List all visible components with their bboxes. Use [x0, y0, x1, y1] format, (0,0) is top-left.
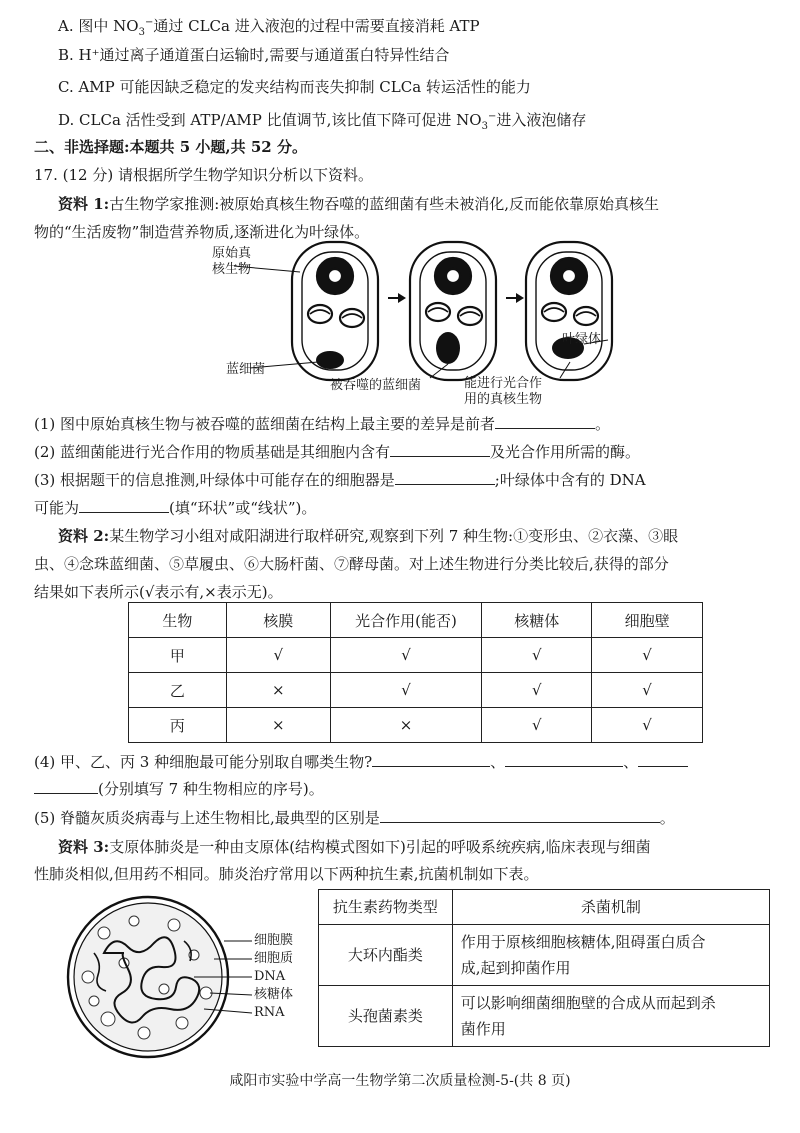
table-cell: 作用于原核细胞核糖体,阻碍蛋白质合 成,起到抑菌作用: [452, 925, 769, 986]
table-header-cell: 细胞壁: [592, 603, 703, 638]
q4-answer-blank-3b[interactable]: [34, 777, 98, 794]
table-header-cell: 核糖体: [482, 603, 592, 638]
table-cell: 头孢菌素类: [319, 986, 453, 1047]
q5-answer-blank[interactable]: [380, 806, 660, 823]
material2-line2: 虫、④念珠蓝细菌、⑤草履虫、⑥大肠杆菌、⑦酵母菌。对上述生物进行分类比较后,获得的部分: [34, 555, 669, 573]
table-row: [129, 708, 703, 743]
table-header-row: [129, 603, 703, 638]
label-cytoplasm: 细胞质: [254, 951, 294, 966]
label-dna: DNA: [254, 969, 286, 984]
table-header-cell: 光合作用(能否): [330, 603, 482, 638]
table-header-cell: 杀菌机制: [452, 890, 769, 925]
classification-table: [128, 602, 703, 743]
table-cell: ×: [226, 708, 330, 743]
table-cell: √: [226, 638, 330, 673]
table-cell: √: [482, 638, 592, 673]
material3-line2: 性肺炎相似,但用药不相同。肺炎治疗常用以下两种抗生素,抗菌机制如下表。: [34, 865, 539, 883]
q4-answer-blank-1[interactable]: [372, 750, 490, 767]
table-cell: √: [482, 708, 592, 743]
antibiotic-table: [318, 889, 770, 1047]
table-cell: √: [330, 638, 482, 673]
material1-line2: 物的“生活废物”制造营养物质,逐渐进化为叶绿体。: [34, 223, 370, 241]
label-photo-2: 用的真核生物: [464, 392, 543, 407]
table-header-cell: 抗生素药物类型: [319, 890, 453, 925]
option-b: B. H⁺通过离子通道蛋白运输时,需要与通道蛋白特异性结合: [58, 46, 450, 64]
table-cell: ×: [226, 673, 330, 708]
label-eukaryote-2: 核生物: [212, 262, 252, 277]
label-cell-membrane: 细胞膜: [254, 933, 294, 948]
table-cell: 丙: [129, 708, 227, 743]
option-a: A. 图中 $NO_3^-$通过 CLCa 进入液泡的过程中需要直接消耗 ATP: [58, 17, 480, 38]
table-row: [129, 638, 703, 673]
table-header-cell: 生物: [129, 603, 227, 638]
table-cell: 大环内酯类: [319, 925, 453, 986]
label-eukaryote-1: 原始真: [212, 246, 252, 261]
material2-line1: 资料 2:某生物学习小组对咸阳湖进行取样研究,观察到下列 7 种生物:①变形虫、②衣藻、③眼: [58, 527, 679, 545]
table-cell: ×: [330, 708, 482, 743]
table-header-cell: 核膜: [226, 603, 330, 638]
q1: (1) 图中原始真核生物与被吞噬的蓝细菌在结构上最主要的差异是前者 。: [34, 412, 610, 435]
q17-header: 17. (12 分) 请根据所学生物学知识分析以下资料。: [34, 166, 373, 184]
table-cell: 可以影响细菌细胞壁的合成从而起到杀 菌作用: [452, 986, 769, 1047]
label-engulfed: 被吞噬的蓝细菌: [330, 378, 422, 393]
q3: (3) 根据题干的信息推测,叶绿体中可能存在的细胞器是 ;叶绿体中含有的 DNA: [34, 468, 646, 491]
q5: (5) 脊髓灰质炎病毒与上述生物相比,最典型的区别是 。: [34, 806, 675, 829]
section-title: 二、非选择题:本题共 5 小题,共 52 分。: [34, 138, 307, 156]
label-photo-1: 能进行光合作: [464, 376, 543, 391]
q3-answer-blank-2[interactable]: [79, 496, 169, 513]
table-row: [319, 925, 770, 986]
cyanobacterium-shape: [316, 351, 344, 369]
material1-line1: 资料 1:古生物学家推测:被原始真核生物吞噬的蓝细菌有些未被消化,反而能依靠原始真核生: [58, 195, 660, 213]
q3-answer-blank-1[interactable]: [395, 468, 495, 485]
page-footer: 咸阳市实验中学高一生物学第二次质量检测-5-(共 8 页): [229, 1073, 571, 1089]
material3-line1: 资料 3:支原体肺炎是一种由支原体(结构模式图如下)引起的呼吸系统疾病,临床表现与细菌: [58, 838, 651, 856]
q2: (2) 蓝细菌能进行光合作用的物质基础是其细胞内含有 及光合作用所需的酶。: [34, 440, 640, 463]
q4-answer-blank-3a[interactable]: [638, 750, 688, 767]
table-cell: 甲: [129, 638, 227, 673]
q4: (4) 甲、乙、丙 3 种细胞最可能分别取自哪类生物? 、 、: [34, 750, 688, 773]
table-row: [319, 986, 770, 1047]
q4-answer-blank-2[interactable]: [505, 750, 623, 767]
q1-answer-blank[interactable]: [495, 412, 595, 429]
label-cyanobacteria: 蓝细菌: [226, 362, 266, 377]
q4-line2: (分别填写 7 种生物相应的序号)。: [34, 777, 324, 800]
cell-photosynthetic-eukaryote: [526, 242, 612, 380]
table-header-row: [319, 890, 770, 925]
label-rna: RNA: [254, 1005, 285, 1020]
label-chloroplast: 叶绿体: [562, 332, 602, 347]
table-cell: 乙: [129, 673, 227, 708]
material2-line3: 结果如下表所示(√表示有,×表示无)。: [34, 583, 283, 601]
table-cell: √: [592, 673, 703, 708]
table-cell: √: [482, 673, 592, 708]
q2-answer-blank[interactable]: [390, 440, 490, 457]
table-cell: √: [592, 708, 703, 743]
q3-line2: 可能为 (填“环状”或“线状”)。: [34, 496, 316, 519]
cell-engulfed: [410, 242, 496, 380]
table-cell: √: [330, 673, 482, 708]
option-d: D. CLCa 活性受到 ATP/AMP 比值调节,该比值下降可促进 $NO_3^-$进入液泡储存: [58, 111, 587, 132]
table-cell: √: [592, 638, 703, 673]
table-row: [129, 673, 703, 708]
option-c: C. AMP 可能因缺乏稳定的发夹结构而丧失抑制 CLCa 转运活性的能力: [58, 78, 531, 96]
label-ribosome: 核糖体: [254, 987, 294, 1002]
